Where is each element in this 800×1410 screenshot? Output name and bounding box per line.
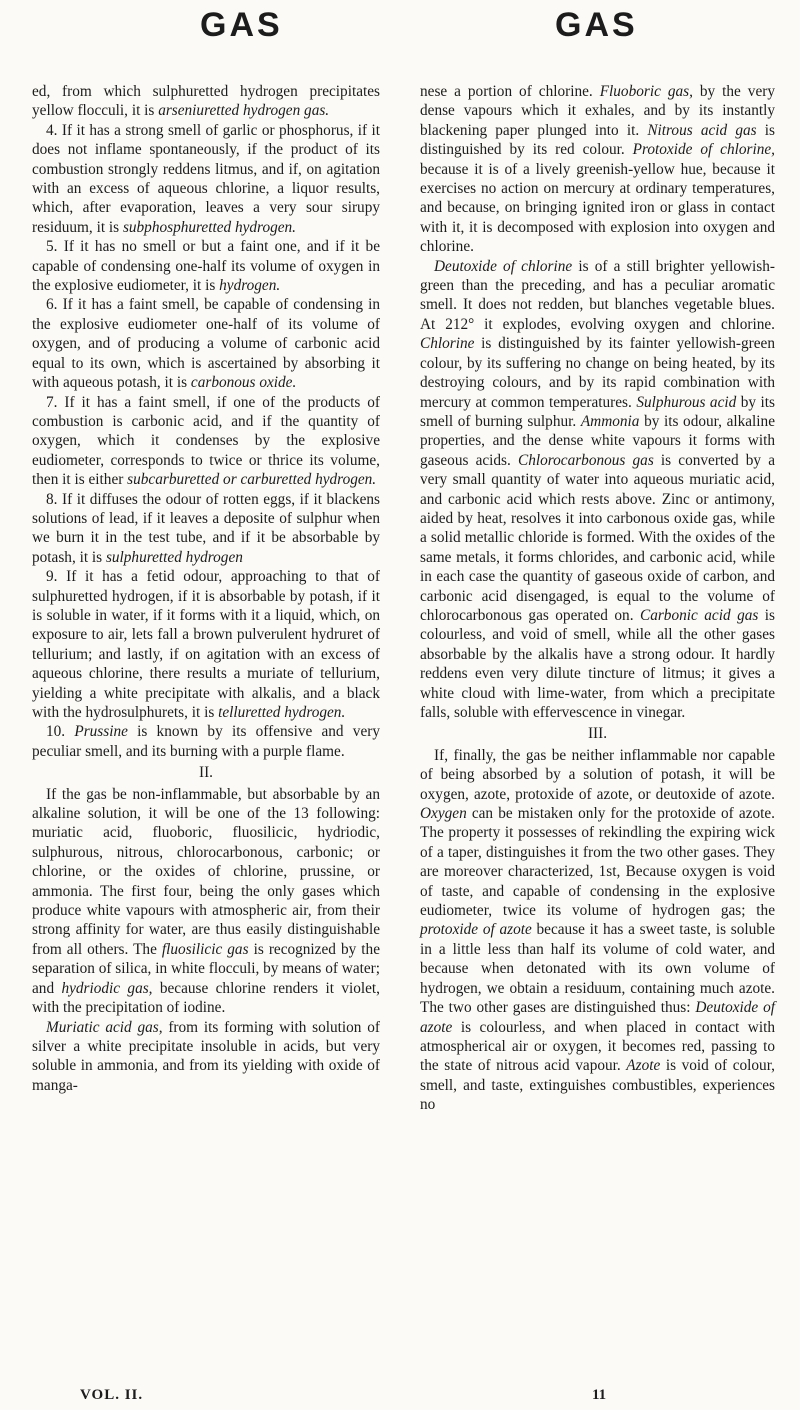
text-run: 6. If it has a faint smell, be capable of condensing in the explosive eudiometer one-half of its volume of oxygen, and of producing a volume of carbonic acid equal to its own, which is ascertained by absorbing it with aqueous potash, it is — [32, 296, 380, 392]
text-run: is converted by a very small quantity of water into aqueous muriatic acid, and carbonic acid which rests above. Zinc or antimony, aided by heat, resolves it into carbonous oxide gas, while a solid metallic chloride is formed. With the oxides of the same metals, it forms chlorides, and carbonic acid, while in each case the quantity of gaseous oxide of carbon, and carbonic acid disengaged, is equal to the volume of chlorocarbonous gas operated on. — [420, 451, 775, 624]
paragraph — [420, 746, 775, 1115]
italic-term: Chlorine — [420, 335, 475, 353]
paragraph — [32, 295, 380, 392]
text-run: If, finally, the gas be neither inflammable nor capable of being absorbed by a solution of potash, it will be oxygen, azote, protoxide of azote, or deutoxide of azote. — [420, 746, 775, 803]
italic-term: Prussine — [74, 723, 128, 741]
text-run: 10. — [46, 723, 75, 741]
paragraph — [32, 393, 380, 490]
italic-term: Protoxide of chlorine, — [632, 141, 775, 159]
text-run: because it is of a lively greenish-yellow hue, because it exercises no action on mercury at ordinary temperatures, and because, on bringing ignited iron or glass in contact with it, it is decomposed with explosion into oxygen and chlorine. — [420, 160, 775, 256]
italic-term: protoxide of azote — [420, 921, 532, 939]
text-run: is known by its offensive and very peculiar smell, and its burning with a purple flame. — [32, 723, 380, 760]
italic-term: Chlorocarbonous gas — [518, 451, 654, 469]
italic-term: subphosphuretted hydrogen. — [122, 218, 296, 236]
text-run: because it has a sweet taste, is soluble in a little less than half its volume of cold water, and because when detonated with its own volume of hydrogen, we obtain a residuum, containing much azote. The two other gases are distinguished thus: — [420, 921, 775, 1017]
text-run: 4. If it has a strong smell of garlic or phosphorus, if it does not inflame spontaneously, if the product of its combustion strongly reddens litmus, and if, on agitation with an excess of aqueous chlorine, a liquor results, which, after evaporation, leaves a very sour sirupy residuum, it is — [32, 121, 380, 236]
paragraph — [32, 785, 380, 1018]
paragraph — [32, 722, 380, 761]
italic-term: hydriodic gas, — [61, 979, 153, 997]
text-run: 7. If it has a faint smell, if one of the products of combustion is carbonic acid, and if the quantity of oxygen, which it condenses by the explosive eudiometer, corresponds to twice or thrice its volume, then it is either — [32, 393, 380, 489]
text-run: by its smell of burning sulphur. — [420, 393, 775, 430]
italic-term: Muriatic acid gas, — [46, 1018, 163, 1036]
italic-term: fluosilicic gas — [161, 940, 249, 958]
paragraph — [32, 1018, 380, 1096]
text-run: is of a still brighter yellowish-green than the preceding, and has a peculiar aromatic smell. It does not redden, but blanches vegetable blues. At 212° it explodes, evolving oxygen and chlorine. — [420, 257, 776, 333]
text-run: ed, from which sulphuretted hydrogen precipitates yellow flocculi, it is — [32, 83, 380, 120]
italic-term: Carbonic acid gas — [640, 606, 759, 624]
text-run: 5. If it has no smell or but a faint one, and if it be capable of condensing one-half its volume of oxygen in the explosive eudiometer, it is — [32, 238, 380, 295]
text-run: II. — [198, 764, 213, 782]
text-run: 9. If it has a fetid odour, approaching to that of sulphuretted hydrogen, if it is absorbable by potash, if it is soluble in water, if it forms with it a liquid, which, on exposure to air, lets fall a brown pulverulent hydruret of tellurium; and lastly, if on agitation with an excess of aqueous chlorine, there results a muriate of tellurium, yielding a white precipitate with alkalis, and a black with the hydrosulphurets, it is — [32, 568, 380, 721]
paragraph — [32, 121, 380, 237]
text-run: by the very dense vapours which it exhales, and by its instantly blackening paper plunged into it. — [420, 83, 775, 139]
italic-term: Oxygen — [420, 805, 467, 823]
italic-term: hydrogen. — [219, 277, 281, 295]
paragraph — [32, 567, 380, 722]
text-run: can be mistaken only for the protoxide of azote. The property it possesses of rekindling the expiring wick of a taper, distinguishes it from the two other gases. They are moreover characterized, 1st, Because oxygen is void of taste, and capable of condensing in the explosive eudiometer, twice its volume of hydrogen gas; the — [420, 805, 775, 920]
text-run: is colourless, and when placed in contact with atmospherical air or oxygen, it becomes red, passing to the state of nitrous acid vapour. — [420, 1018, 775, 1075]
page-signature: 11 — [592, 1387, 607, 1403]
text-run: is distinguished by its fainter yellowish-green colour, by its suffering no change on being heated, by its destroying colours, and by its rapid combination with mercury at common temperatures. — [420, 335, 775, 411]
text-run: is colourless, and void of smell, while all the other gases absorbable by the alkalis have a strong odour. It hardly reddens even very dilute tincture of litmus; it gives a white cloud with lime-water, from which a precipitate falls, soluble with effervescence in vinegar. — [420, 606, 776, 721]
italic-term: Ammonia — [580, 412, 640, 430]
text-run: is recognized by the separation of silica, in white flocculi, by means of water; and — [32, 940, 380, 997]
text-run: III. — [587, 725, 608, 743]
italic-term: arseniuretted hydrogen gas. — [158, 102, 330, 120]
italic-term: Azote — [626, 1057, 661, 1075]
text-run: is distinguished by its red colour. — [420, 121, 775, 159]
paragraph — [32, 490, 380, 568]
section-heading — [420, 724, 775, 743]
text-run: because chlorine renders it violet, with the precipitation of iodine. — [32, 979, 380, 1017]
paragraph — [32, 82, 380, 121]
text-run: from its forming with solution of silver a white precipitate insoluble in acids, but very soluble in ammonia, and from its yielding with oxide of manga- — [32, 1018, 380, 1094]
italic-term: Sulphurous acid — [636, 393, 737, 411]
paragraph — [32, 237, 380, 295]
section-heading — [32, 763, 380, 782]
paragraph — [420, 257, 775, 723]
right-column — [420, 82, 775, 1115]
italic-term: Nitrous acid gas — [647, 121, 757, 139]
text-run: If the gas be non-inflammable, but absorbable by an alkaline solution, it will be one of the 13 following: muriatic acid, fluoboric, fluosilicic, hydriodic, sulphurous, nitrous, chlorocarbonous, carbonic; or chlorine, or the oxides of chlorine, prussine, or ammonia. The first four, being the only gases which produce white vapours with atmospheric air, from their strong affinity for water, are thus easily distinguishable from all others. The — [32, 785, 380, 958]
text-run: is void of colour, smell, and taste, extinguishes combustibles, experiences no — [420, 1057, 775, 1114]
italic-term: telluretted hydrogen. — [218, 704, 346, 721]
text-run: nese a portion of chlorine. — [420, 83, 600, 100]
text-run: by its odour, alkaline properties, and the dense white vapours it forms with gaseous acids. — [420, 412, 775, 469]
italic-term: Deutoxide of chlorine — [434, 257, 573, 275]
volume-signature: VOL. II. — [80, 1387, 144, 1403]
running-head-left: GAS — [200, 6, 283, 44]
left-column — [32, 82, 380, 1095]
text-run: 8. If it diffuses the odour of rotten eggs, if it blackens solutions of lead, if it leaves a deposite of sulphur when we burn it in the test tube, and if it be absorbable by potash, it is — [32, 490, 380, 566]
running-head-right: GAS — [555, 6, 638, 44]
italic-term: Fluoboric gas, — [599, 83, 693, 100]
italic-term: Deutoxide of azote — [420, 999, 775, 1036]
paragraph — [420, 82, 775, 257]
italic-term: carbonous oxide. — [190, 374, 297, 392]
italic-term: subcarburetted or carburetted hydrogen. — [127, 471, 377, 489]
italic-term: sulphuretted hydrogen — [105, 548, 243, 566]
